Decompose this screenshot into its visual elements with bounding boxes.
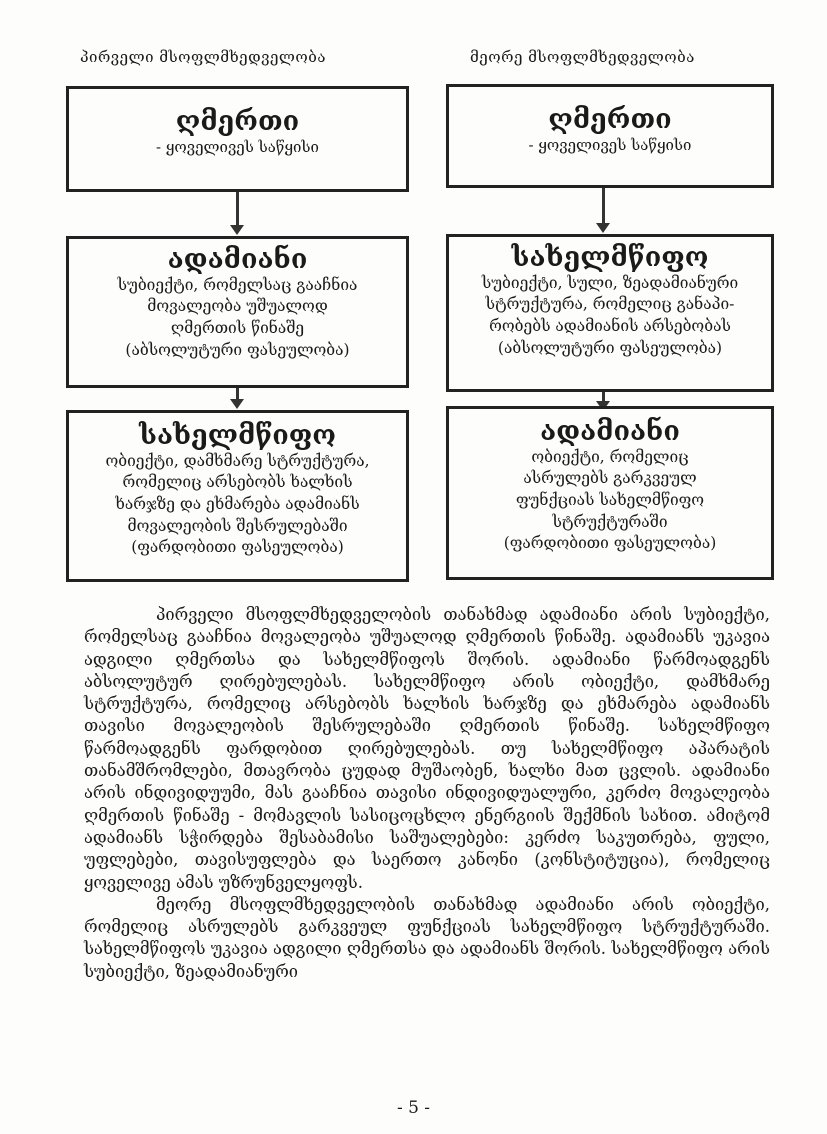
right-box-state-line: სტრუქტურა, რომელიც განაპი- — [485, 295, 735, 314]
left-box-human-line: მოვალეობა უშუალოდ — [147, 297, 328, 316]
right-box-human-line: სტრუქტურაში — [552, 512, 668, 531]
paragraph-first-worldview: პირველი მსოფლმხედველობის თანახმად ადამიანი არის სუბიექტი, რომელსაც გააჩნია მოვალეობა უშუალოდ ღმერთის წინაშე. ადამიანს უკავია ადგილი ღმერთსა და სახელმწიფოს შორის. ადამიანი წარმოადგენს აბსოლუტურ ღირებულებას. სახელმწიფო არის ობიექტი, დამხმარე სტრუქტურა, რომელიც არსებობს ხალხის ხარჯზე და ეხმარება ადამიანს თავისი მოვალეობის შესრულებაში ღმერთის წინაშე. სახელმწიფო წარმოადგენს ფარდობით ღირებულებას. თუ სახელმწიფო აპარატის თანამშრომლები, მთავრობა ცუდად მუშაობენ, ხალხი მათ ცვლის. ადამიანი არის ინდივიდუუმი, მას გააჩნია თავისი ინდივიდუალური, კერძო მოვალეობა ღმერთის წინაშე - მომავლის სასიცოცხლო ენერგიის შექმნის სახით. ამიტომ ადამიანს სჭირდება შესაბამისი საშუალებები: კერძო საკუთრება, ფული, უფლებები, თავისუფლება და საერთო კანონი (კონსტიტუცია), რომელიც ყოველივე ამას უზრუნველყოფს. — [84, 605, 770, 892]
left-box-god-subtitle: - ყოველივეს საწყისი — [156, 137, 319, 156]
left-box-state-line: მოვალეობის შესრულებაში — [127, 516, 348, 535]
left-box-state-line: ობიექტი, დამხმარე სტრუქტურა, — [105, 451, 370, 470]
left-box-human-line: (აბსოლუტური ფასეულობა) — [125, 340, 350, 359]
right-box-state — [446, 234, 774, 392]
left-arrow-1 — [236, 192, 239, 226]
left-box-human — [66, 236, 409, 388]
left-box-state-title: სახელმწიფო — [139, 420, 336, 451]
left-box-human-title: ადამიანი — [167, 244, 308, 275]
right-box-human-title: ადამიანი — [540, 416, 680, 447]
right-box-state-line: რობებს ადამიანის არსებობას — [489, 317, 731, 336]
right-box-human-line: ფუნქციას სახელმწიფო — [515, 491, 705, 510]
page-number: - 5 - — [396, 1098, 431, 1118]
left-box-state-line: (ფარდობითი ფასეულობა) — [131, 538, 344, 557]
left-box-state-line: რომელიც არსებობს ხალხის — [122, 473, 353, 492]
right-box-state-line: (აბსოლუტური ფასეულობა) — [497, 338, 723, 357]
right-box-human-line: ასრულებს გარკვეულ — [523, 469, 697, 488]
right-box-human-line: ობიექტი, რომელიც — [531, 447, 689, 466]
left-box-human-line: ღმერთის წინაშე — [170, 319, 305, 338]
right-box-god — [446, 84, 774, 188]
right-box-god-subtitle: - ყოველივეს საწყისი — [528, 135, 692, 154]
right-box-human-line: (ფარდობითი ფასეულობა) — [503, 534, 717, 553]
left-column-title: პირველი მსოფლმხედველობა — [80, 48, 326, 66]
right-arrow-1 — [602, 188, 605, 224]
left-box-state — [66, 410, 409, 582]
body-text — [84, 604, 770, 983]
left-box-god-title: ღმერთი — [175, 106, 300, 137]
right-box-state-line: სუბიექტი, სული, ზეადამიანური — [481, 273, 739, 292]
right-box-state-title: სახელმწიფო — [511, 242, 709, 273]
right-column-title: მეორე მსოფლმხედველობა — [470, 48, 695, 66]
left-box-god — [66, 86, 409, 192]
left-arrow-2 — [236, 388, 239, 400]
right-box-human — [446, 406, 774, 580]
left-box-state-line: ხარჯზე და ეხმარება ადამიანს — [115, 495, 360, 514]
left-box-human-line: სუბიექტი, რომელსაც გააჩნია — [117, 275, 358, 294]
right-box-god-title: ღმერთი — [548, 104, 672, 135]
paragraph-second-worldview: მეორე მსოფლმხედველობის თანახმად ადამიანი არის ობიექტი, რომელიც ასრულებს გარკვეულ ფუნქციას სახელმწიფო სტრუქტურაში. სახელმწიფოს უკავია ადგილი ღმერთსა და ადამიანს შორის. სახელმწიფო არის სუბიექტი, ზეადამიანური — [84, 894, 770, 981]
right-arrow-2 — [602, 392, 605, 402]
